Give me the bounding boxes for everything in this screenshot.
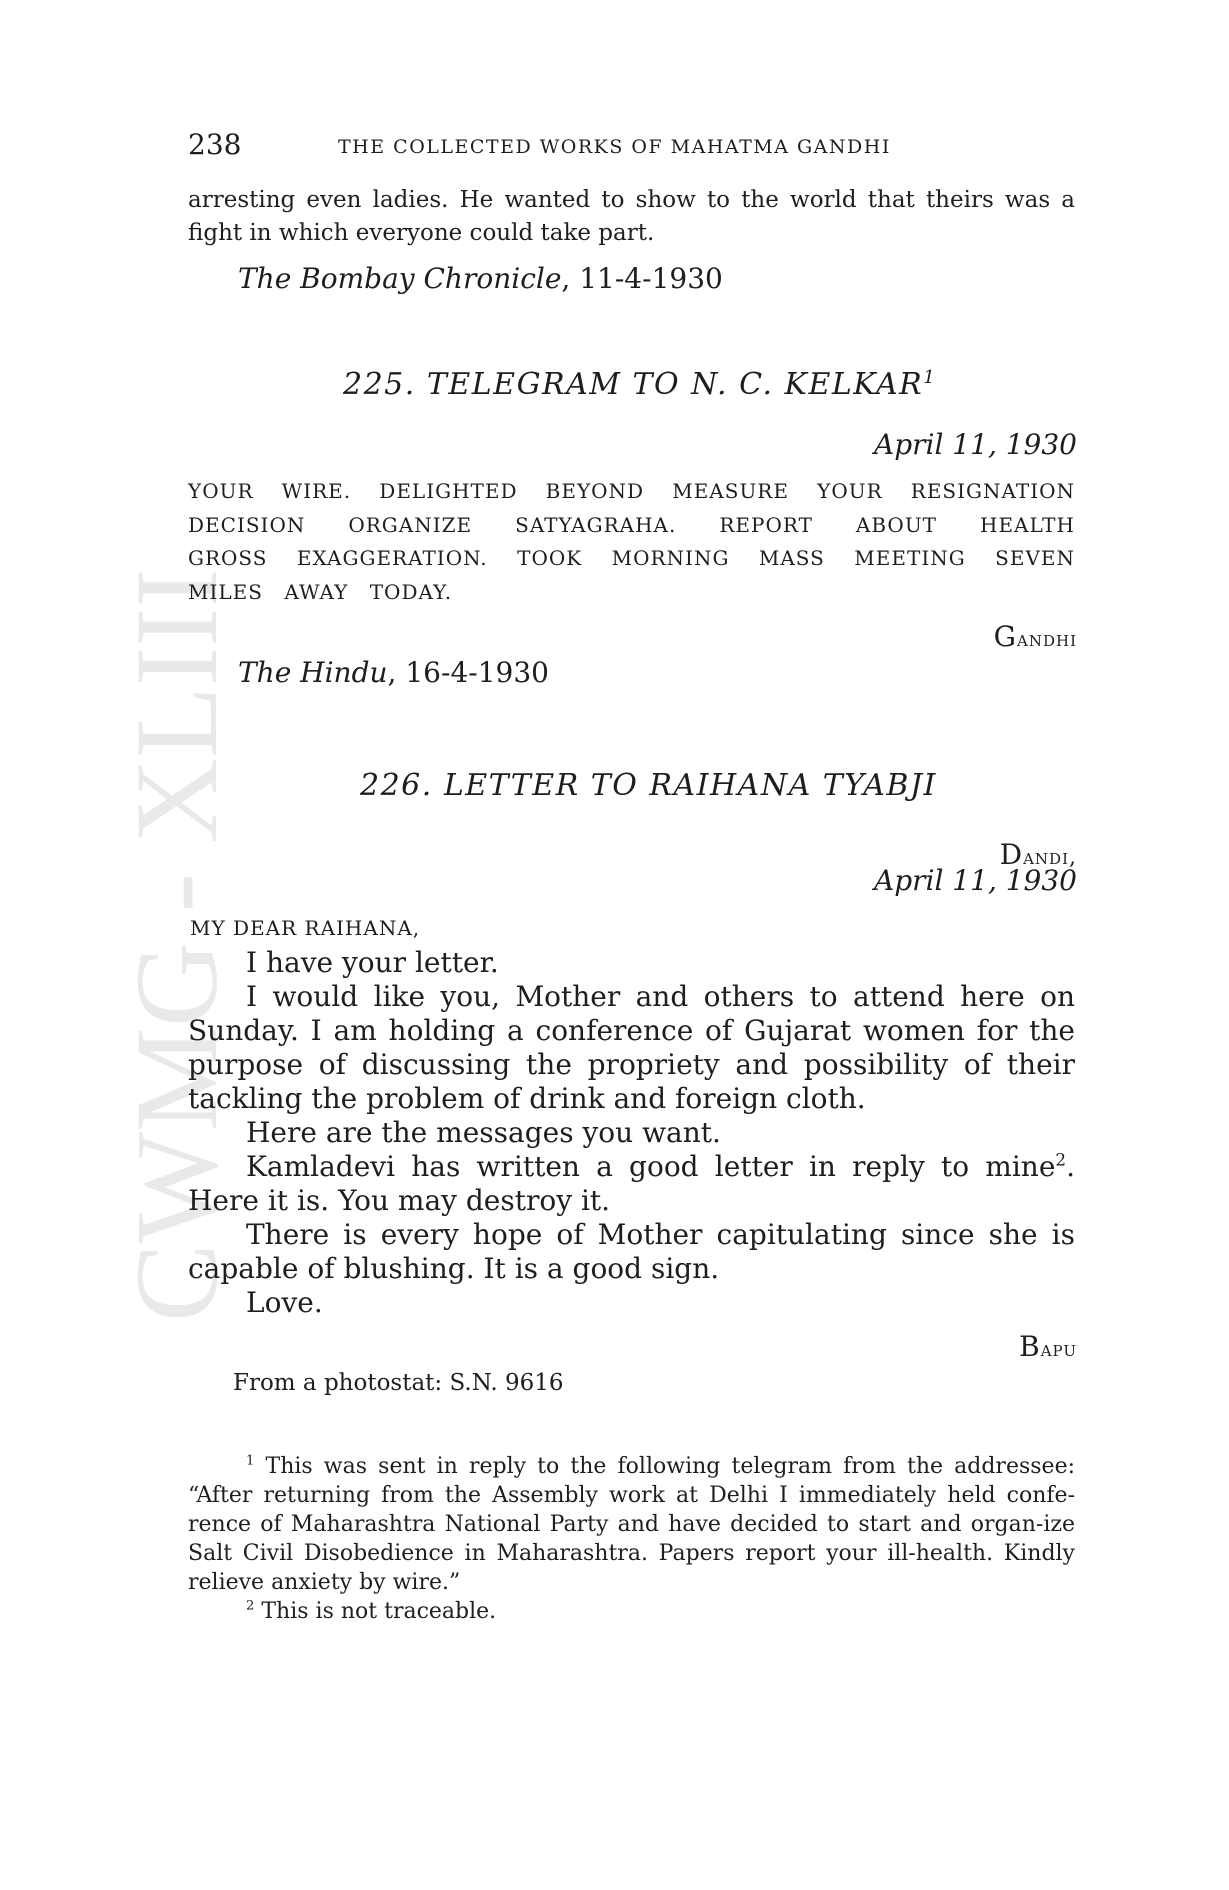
letter-para-2: I would like you, Mother and others to attend here on Sunday. I am holding a conference of Gujarat women for the purpose of discussing the propriety and possibility of their tackling the problem of drink and foreign cloth.	[188, 980, 1075, 1115]
watermark: CWMG - XLIII	[111, 568, 242, 1322]
telegram-word: YOUR	[188, 479, 254, 503]
footnote-2-text: This is not traceable.	[254, 1599, 497, 1624]
telegram-word: BEYOND	[545, 479, 645, 503]
telegram-word: ORGANIZE	[348, 512, 473, 537]
telegram-word: GROSS	[188, 546, 268, 570]
letter-para-3: Here are the messages you want.	[246, 1116, 721, 1149]
telegram-line	[188, 542, 1075, 576]
telegram-word: YOUR	[817, 479, 883, 503]
heading-225	[343, 367, 936, 402]
telegram-word: SATYAGRAHA.	[515, 512, 677, 537]
telegram-word: MILES AWAY TODAY.	[188, 579, 453, 604]
telegram-word: MASS	[758, 546, 825, 570]
telegram-word: MEETING	[854, 546, 966, 570]
signature-gandhi-rest: andhi	[1017, 627, 1077, 652]
telegram-word: WIRE.	[281, 479, 352, 503]
source-225	[238, 656, 549, 689]
source-225-date: , 16-4-1930	[387, 656, 549, 689]
letter-para-1: I have your letter.	[246, 946, 499, 979]
telegram-word: DELIGHTED	[379, 479, 518, 503]
footnote-1-mark: 1	[246, 1453, 255, 1469]
telegram-word: DECISION	[188, 512, 306, 537]
source-225-title: The Hindu	[238, 656, 388, 689]
signature-bapu-initial: B	[1019, 1330, 1041, 1363]
prev-item-source	[238, 262, 723, 295]
signature-gandhi-initial: G	[993, 620, 1017, 653]
letter-para-4	[188, 1150, 1075, 1218]
place-rest: andi,	[1023, 845, 1077, 870]
telegram-word: SEVEN	[995, 546, 1075, 570]
prev-item-text: arresting even ladies. He wanted to show to the world that theirs was a fight in which everyone could take part.	[188, 187, 1075, 246]
signature-gandhi	[994, 620, 1077, 653]
footnote-ref-2: 2	[1055, 1149, 1067, 1170]
signature-bapu	[1019, 1330, 1077, 1363]
telegram-word: MEASURE	[672, 479, 789, 503]
page-number: 238	[188, 128, 242, 161]
telegram-text	[188, 475, 1075, 609]
footnote-ref-1: 1	[923, 367, 937, 388]
telegram-word: REPORT	[719, 512, 813, 537]
date-226: April 11, 1930	[873, 864, 1077, 897]
telegram-line	[188, 576, 1075, 610]
footnote-1	[188, 1452, 1075, 1597]
heading-225-text: 225. TELEGRAM TO N. C. KELKAR	[343, 367, 924, 402]
footnote-2-mark: 2	[246, 1598, 255, 1614]
prev-source-date: , 11-4-1930	[561, 262, 723, 295]
telegram-word: MORNING	[611, 546, 730, 570]
telegram-word: ABOUT	[855, 512, 938, 537]
footnotes	[188, 1452, 1075, 1626]
telegram-word: HEALTH	[980, 512, 1075, 537]
telegram-line	[188, 509, 1075, 543]
footnote-2	[188, 1597, 1075, 1626]
running-title: THE COLLECTED WORKS OF MAHATMA GANDHI	[338, 136, 891, 158]
signature-bapu-rest: apu	[1040, 1337, 1077, 1362]
footnote-1-text: This was sent in reply to the following telegram from the addressee: “After returning from the Assembly work at Delhi I immediately held confe-rence of Maharashtra National Party and have decided to start and organ-ize Salt Civil Disobedience in Maharashtra. Papers report your ill-health. Kindly relieve anxiety by wire.”	[188, 1454, 1075, 1595]
telegram-line	[188, 475, 1075, 509]
place-initial: D	[999, 838, 1024, 871]
telegram-word: RESIGNATION	[910, 479, 1075, 503]
letter-para-6: Love.	[246, 1286, 323, 1319]
letter-body	[188, 946, 1075, 1320]
date-225: April 11, 1930	[873, 428, 1077, 461]
letter-para-5: There is every hope of Mother capitulating since she is capable of blushing. It is a good sign.	[188, 1218, 1075, 1285]
letter-para-4-a: Kamladevi has written a good letter in reply to mine	[246, 1150, 1056, 1183]
source-226: From a photostat: S.N. 9616	[233, 1370, 564, 1396]
salutation: MY DEAR RAIHANA,	[190, 916, 421, 940]
heading-226: 226. LETTER TO RAIHANA TYABJI	[360, 768, 937, 803]
prev-source-title: The Bombay Chronicle	[238, 262, 562, 295]
telegram-word: EXAGGERATION.	[296, 546, 488, 570]
telegram-word: TOOK	[517, 546, 583, 570]
letter-para-4-b: . Here it is. You may destroy it.	[188, 1150, 1075, 1217]
